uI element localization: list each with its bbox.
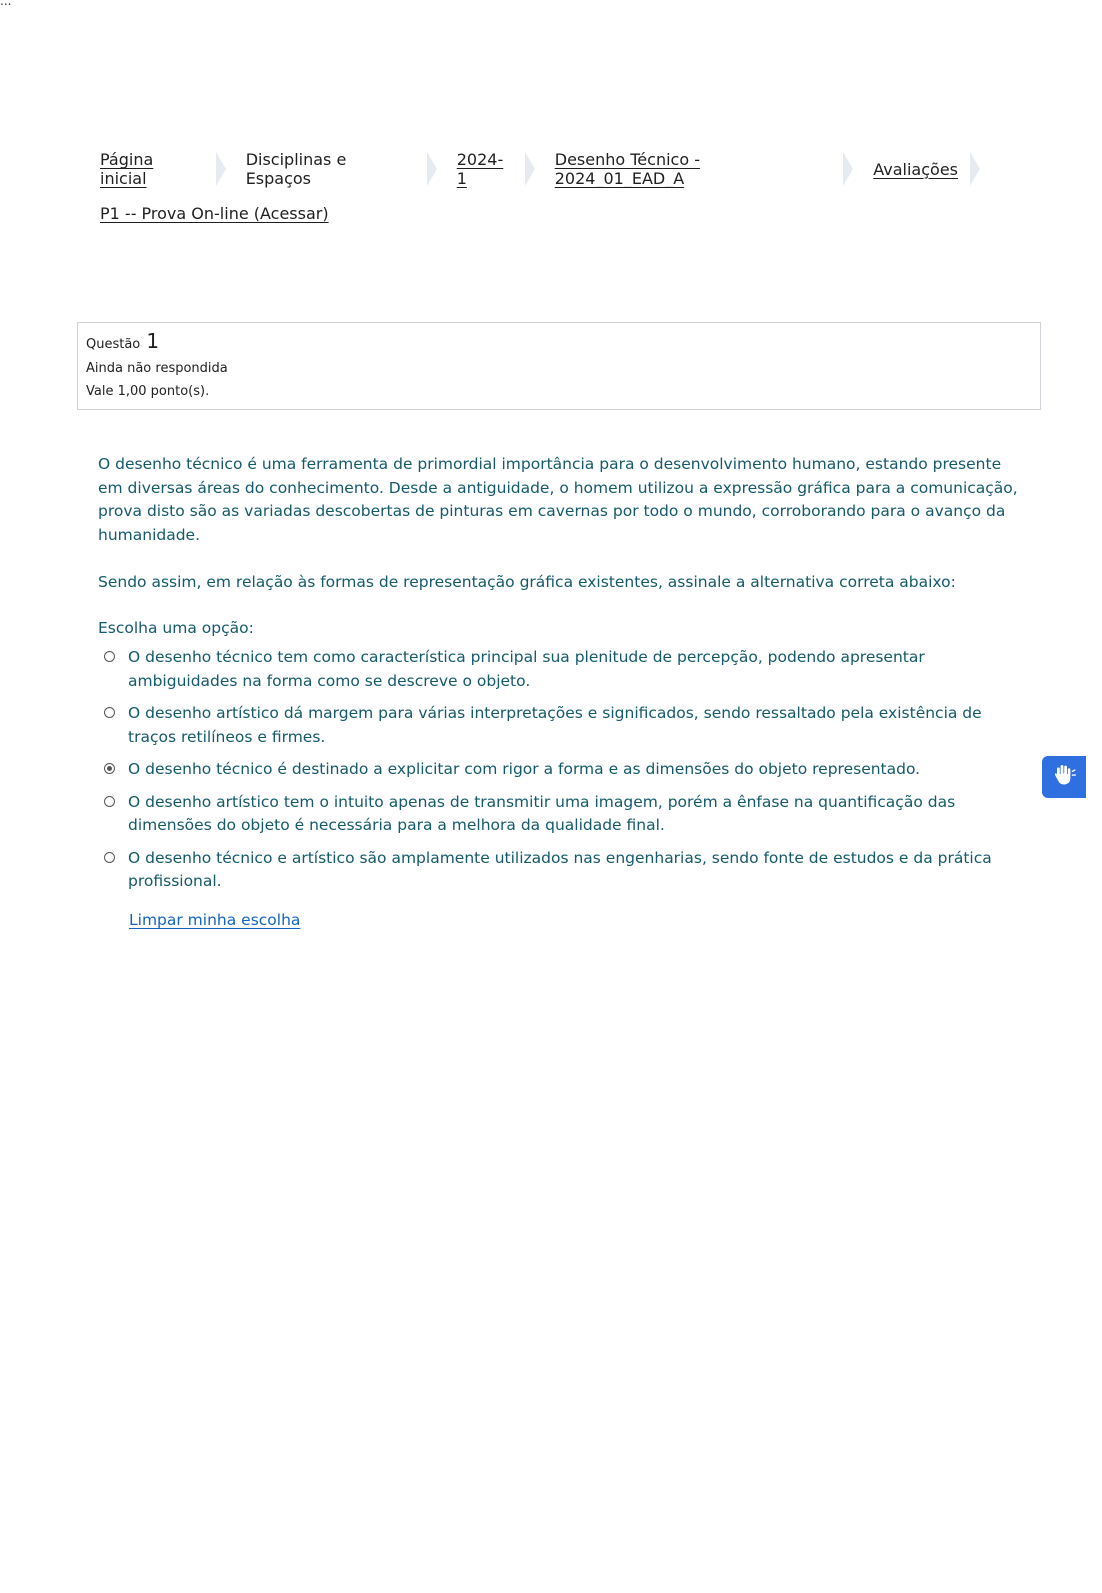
breadcrumb-separator xyxy=(216,152,226,186)
breadcrumb-item-disciplines xyxy=(246,150,415,188)
clear-choice-link[interactable]: Limpar minha escolha xyxy=(129,911,301,929)
question-text xyxy=(98,453,1028,619)
radio-button[interactable] xyxy=(104,796,115,807)
breadcrumb-separator xyxy=(843,152,853,186)
answer-option-label[interactable]: O desenho técnico tem como característica principal sua plenitude de percepção, podendo apresentar ambiguidades na forma como se descreve o objeto. xyxy=(128,648,925,690)
answer-prompt: Escolha uma opção: xyxy=(98,619,254,637)
accessibility-button[interactable] xyxy=(1042,756,1086,798)
breadcrumb-item-assessments[interactable] xyxy=(873,160,958,179)
breadcrumb-text-disciplines: Disciplinas e Espaços xyxy=(245,150,347,188)
question-number-label: Questão xyxy=(86,337,141,352)
answer-option[interactable] xyxy=(100,702,1020,749)
question-paragraph: O desenho técnico é uma ferramenta de primordial importância para o desenvolvimento humano, estando presente em diversas áreas do conhecimento. Desde a antiguidade, o homem utilizou a expressão gráfica para a comunicação, prova disto são as variadas descobertas de pinturas em cavernas por todo o mundo, corroborando para o avanço da humanidade. xyxy=(98,455,1018,544)
sign-language-hand-icon xyxy=(1051,762,1077,792)
top-ellipsis: ... xyxy=(0,0,12,8)
breadcrumb-link-term[interactable]: 2024-1 xyxy=(456,150,504,188)
breadcrumb-link-home[interactable]: Página inicial xyxy=(100,150,154,188)
breadcrumb-row xyxy=(100,196,1000,230)
breadcrumb xyxy=(100,152,1000,230)
answer-options xyxy=(100,646,1020,903)
question-paragraph: Sendo assim, em relação às formas de representação gráfica existentes, assinale a alternativa correta abaixo: xyxy=(98,573,956,591)
answer-option[interactable] xyxy=(100,646,1020,693)
question-points: Vale 1,00 ponto(s). xyxy=(86,384,210,399)
radio-button-selected[interactable] xyxy=(104,763,115,774)
breadcrumb-separator xyxy=(970,152,980,186)
radio-button[interactable] xyxy=(104,852,115,863)
question-info-box xyxy=(77,322,1041,410)
breadcrumb-link-exam[interactable]: P1 -- Prova On-line (Acessar) xyxy=(100,203,329,223)
radio-button[interactable] xyxy=(104,651,115,662)
answer-option-label[interactable]: O desenho técnico é destinado a explicitar com rigor a forma e as dimensões do objeto representado. xyxy=(128,760,921,778)
breadcrumb-item-course[interactable] xyxy=(555,150,832,188)
answer-option-label[interactable]: O desenho técnico e artístico são amplamente utilizados nas engenharias, sendo fonte de estudos e da prática profissional. xyxy=(128,848,992,890)
breadcrumb-item-home[interactable] xyxy=(100,150,204,188)
answer-option[interactable] xyxy=(100,791,1020,838)
question-status: Ainda não respondida xyxy=(86,361,228,376)
radio-button[interactable] xyxy=(104,707,115,718)
breadcrumb-row xyxy=(100,152,1000,186)
answer-option-label[interactable]: O desenho artístico tem o intuito apenas de transmitir uma imagem, porém a ênfase na quantificação das dimensões do objeto é necessária para a melhora da qualidade final. xyxy=(128,792,956,834)
question-number-value: 1 xyxy=(146,329,160,353)
breadcrumb-link-assessments[interactable]: Avaliações xyxy=(873,159,958,179)
breadcrumb-item-term[interactable] xyxy=(457,150,513,188)
breadcrumb-separator xyxy=(525,152,535,186)
answer-option[interactable] xyxy=(100,758,1020,782)
answer-option[interactable] xyxy=(100,847,1020,894)
breadcrumb-separator xyxy=(427,152,437,186)
answer-option-label[interactable]: O desenho artístico dá margem para várias interpretações e significados, sendo ressaltado pela existência de traços retilíneos e firmes. xyxy=(128,704,982,746)
breadcrumb-link-course[interactable]: Desenho Técnico - 2024_01_EAD_A xyxy=(554,150,700,188)
breadcrumb-item-exam[interactable] xyxy=(100,204,329,223)
question-number xyxy=(86,329,1032,353)
